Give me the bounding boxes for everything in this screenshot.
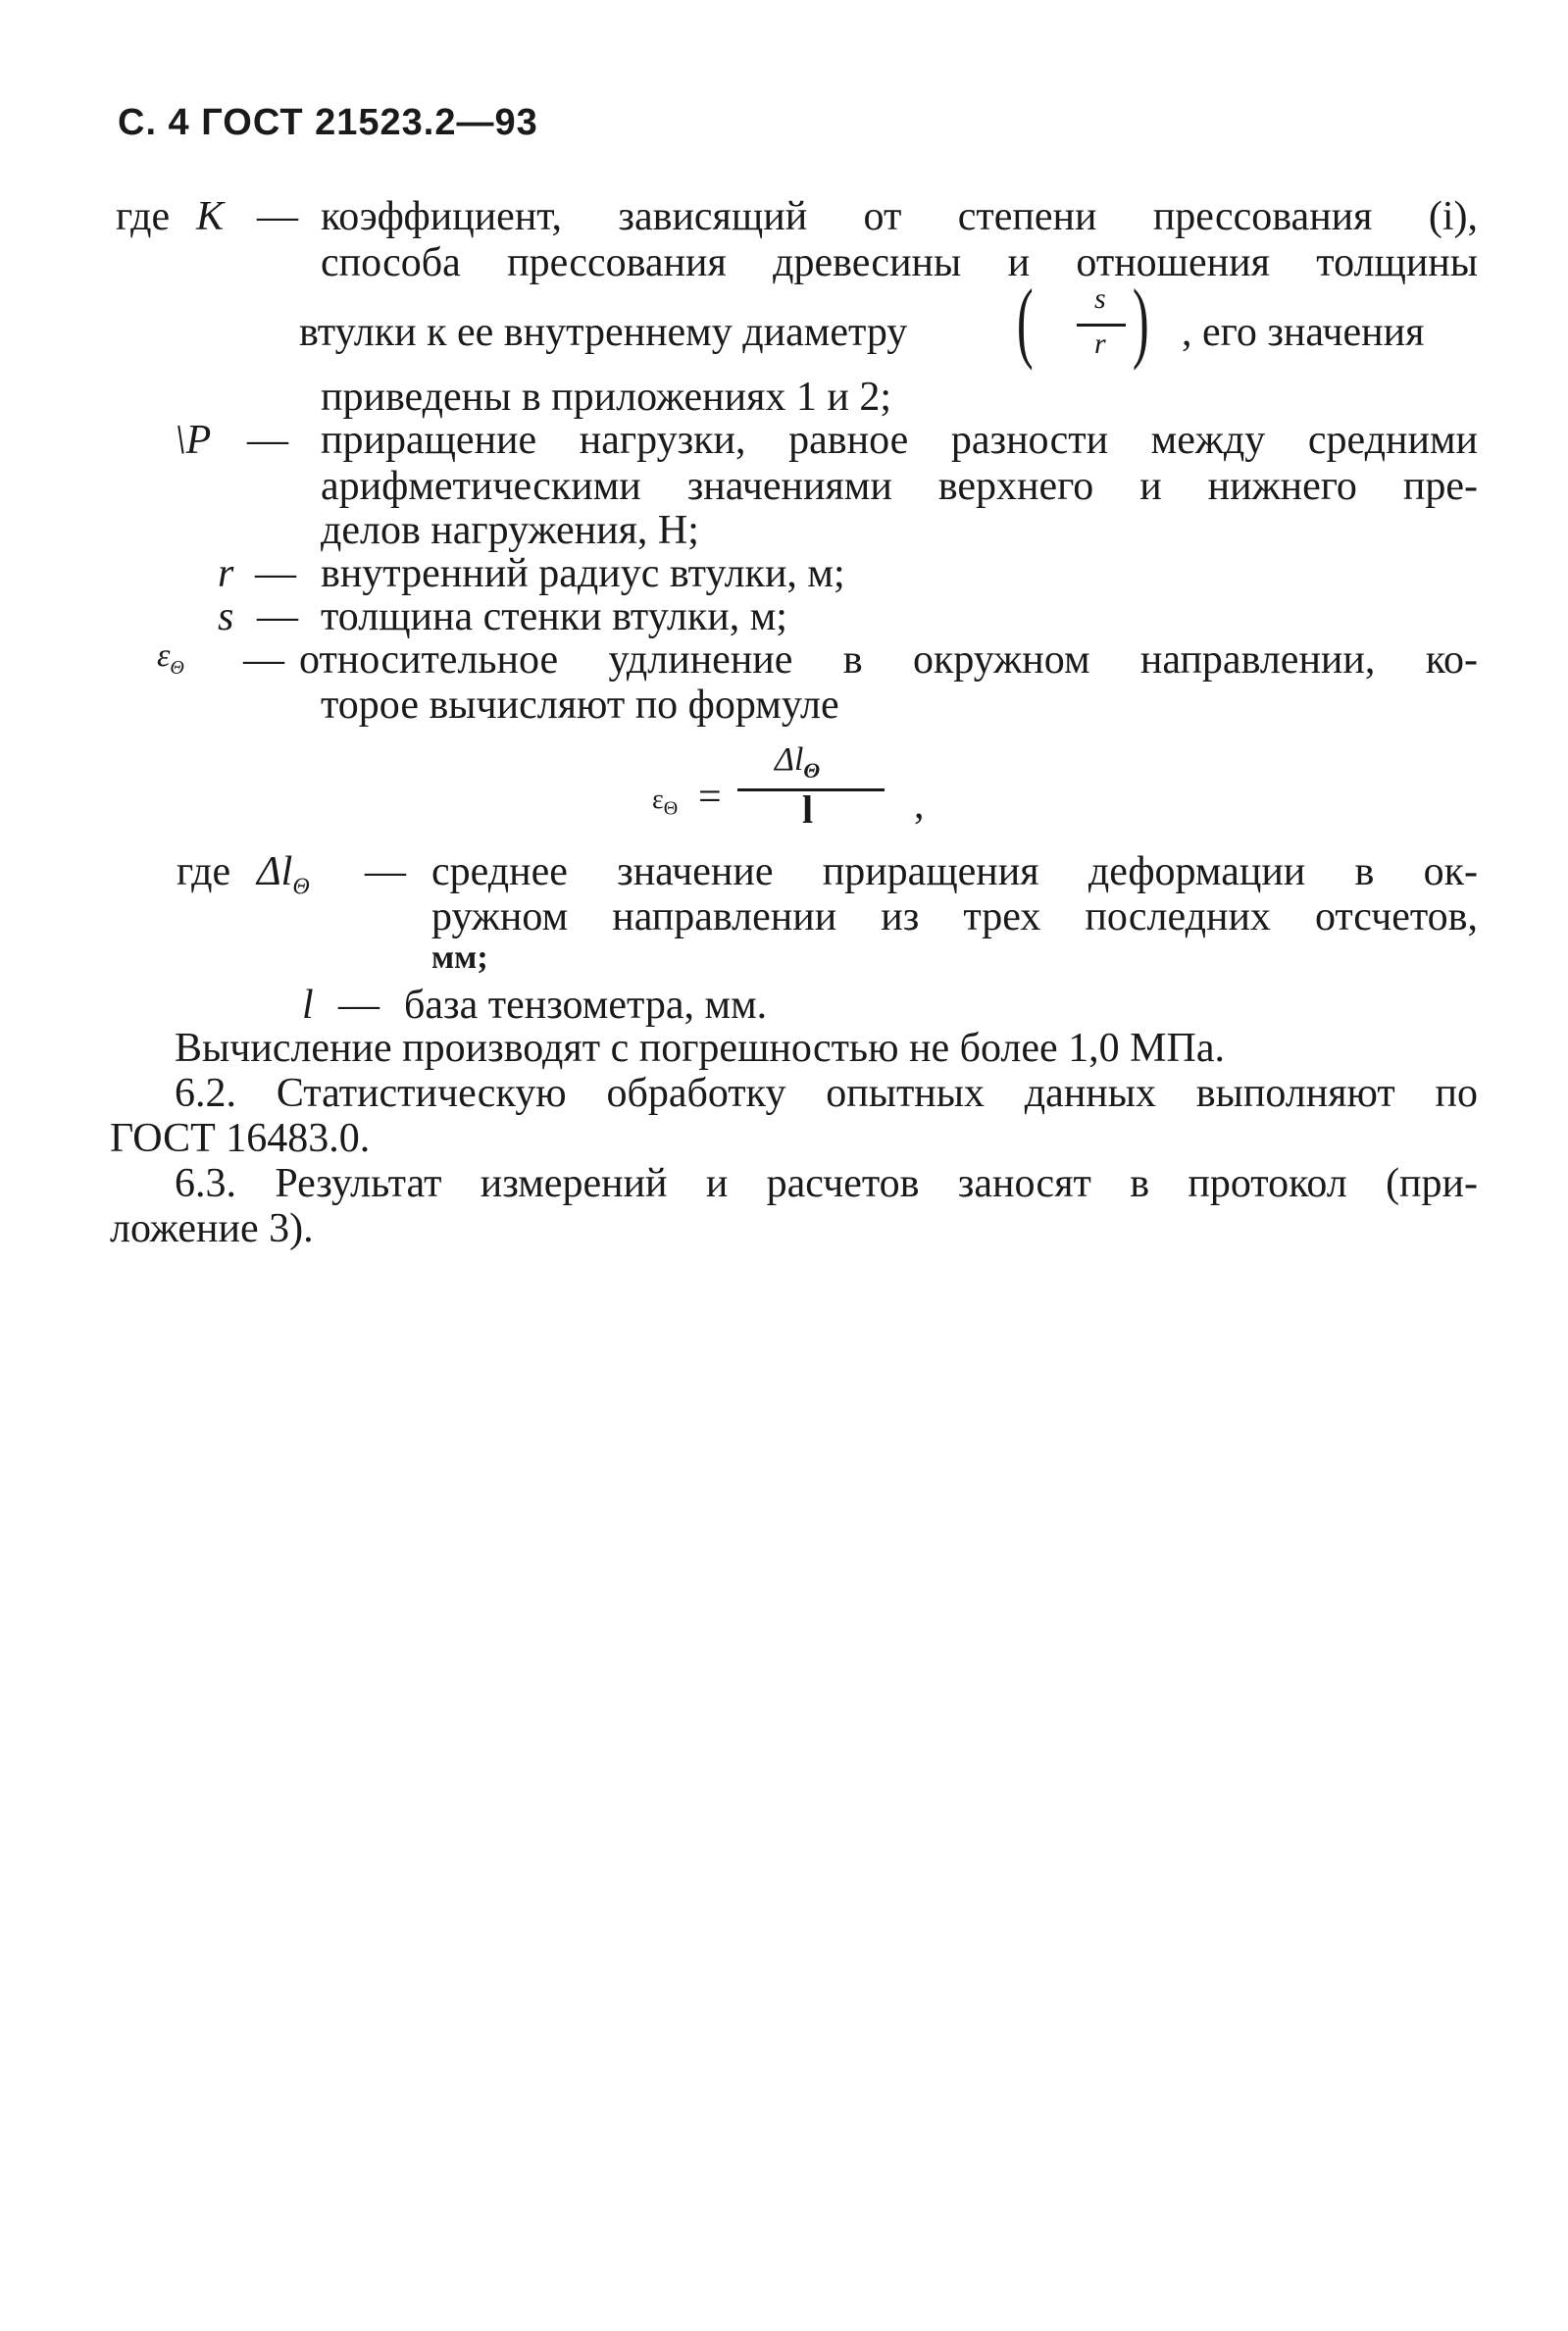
dash: — (257, 594, 298, 639)
dash: — (243, 637, 284, 683)
def-dl-line3: мм; (431, 939, 488, 976)
dash: — (255, 551, 296, 596)
def-dp-line3: делов нагружения, Н; (321, 508, 699, 553)
dash: — (257, 194, 298, 239)
def-s-text: толщина стенки втулки, м; (321, 594, 787, 639)
where-label: где (177, 849, 231, 894)
left-paren: ( (1016, 271, 1034, 371)
def-eps-line2: торое вычисляют по формуле (321, 683, 839, 728)
symbol-epsilon: $\varepsilon_\Theta$ (157, 637, 184, 679)
def-k-line3-end: , его значения (1182, 310, 1425, 355)
symbol-delta-p: \P (175, 418, 212, 463)
dash: — (247, 418, 288, 463)
dash: — (338, 983, 379, 1028)
symbol-l: l (302, 983, 314, 1028)
fraction-numerator: s (1094, 282, 1106, 315)
symbol-r: r (218, 551, 234, 596)
paragraph-calculation: Вычисление производят с погрешностью не более 1,0 МПа. (175, 1026, 1225, 1071)
formula-equals: = (698, 775, 722, 820)
def-dp-line1: приращение нагрузки, равное разности между средними (321, 418, 1478, 463)
def-k-line3: втулки к ее внутреннему диаметру (299, 310, 908, 355)
symbol-s: s (218, 594, 234, 639)
paragraph-6-3-line2: ложение 3). (110, 1206, 314, 1251)
fraction-bar (1077, 324, 1126, 327)
symbol-delta-l: $\Delta l_\Theta$ (257, 849, 310, 900)
page-header: С. 4 ГОСТ 21523.2—93 (118, 102, 538, 143)
def-eps-line1: относительное удлинение в окружном направлении, ко- (299, 637, 1478, 683)
def-l-text: база тензометра, мм. (404, 983, 768, 1028)
def-dp-line2: арифметическими значениями верхнего и нижнего пре- (321, 464, 1478, 509)
symbol-k: K (196, 194, 225, 239)
def-r-text: внутренний радиус втулки, м; (321, 551, 845, 596)
fraction-denominator: r (1094, 328, 1106, 360)
def-k-line2: способа прессования древесины и отношения толщины (321, 240, 1478, 285)
def-k-line1: коэффициент, зависящий от степени прессования (i), (321, 194, 1478, 239)
paragraph-6-3-line1: 6.3. Результат измерений и расчетов заносят в протокол (при- (175, 1161, 1478, 1206)
formula-comma: , (914, 783, 925, 828)
right-paren: ) (1132, 271, 1149, 371)
def-dl-line1: среднее значение приращения деформации в ок- (431, 849, 1478, 894)
formula-numerator: $\Delta l_\Theta$ (775, 741, 821, 783)
paragraph-6-2-line1: 6.2. Статистическую обработку опытных данных выполняют по (175, 1071, 1478, 1116)
paragraph-6-2-line2: ГОСТ 16483.0. (110, 1116, 371, 1161)
def-k-line4: приведены в приложениях 1 и 2; (321, 375, 892, 420)
where-label: где (116, 194, 171, 239)
formula-lhs: $\varepsilon_\Theta$ (652, 785, 679, 820)
dash: — (365, 849, 406, 894)
formula-denominator: l (802, 787, 814, 832)
def-dl-line2: ружном направлении из трех последних отсчетов, (431, 894, 1478, 939)
